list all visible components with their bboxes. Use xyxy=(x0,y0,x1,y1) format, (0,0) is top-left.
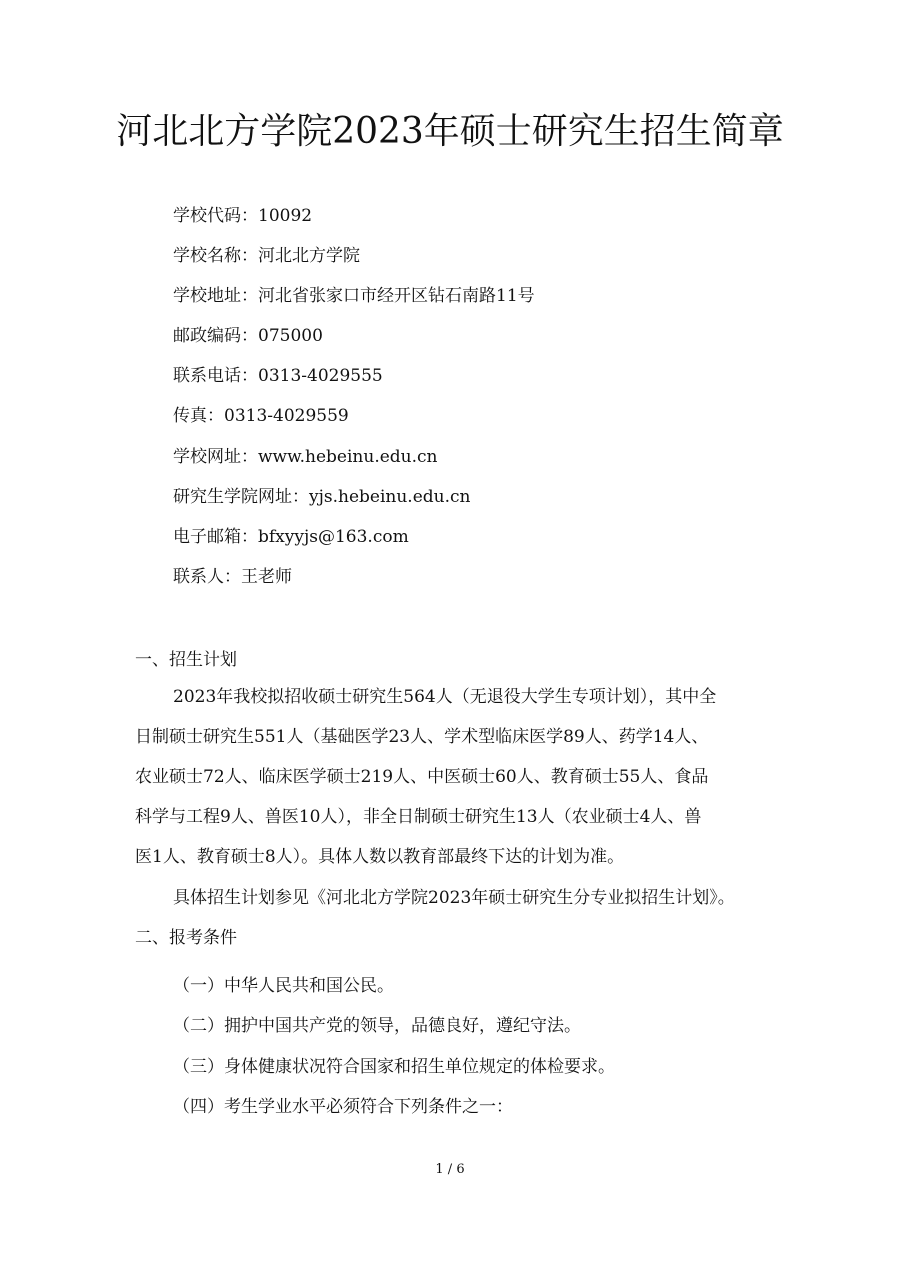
info-fax: 传真：0313-4029559 xyxy=(173,406,349,427)
info-website: 学校网址：www.hebeinu.edu.cn xyxy=(173,446,438,467)
school-info-list xyxy=(173,196,535,597)
info-school-name: 学校名称：河北北方学院 xyxy=(173,246,360,267)
info-school-address: 学校地址：河北省张家口市经开区钻石南路11号 xyxy=(173,286,535,307)
info-contact: 联系人：王老师 xyxy=(173,566,292,587)
enrollment-plan-reference-paragraph xyxy=(135,878,775,918)
info-phone: 联系电话：0313-4029555 xyxy=(173,366,383,387)
condition-item: （二）拥护中国共产党的领导，品德良好，遵纪守法。 xyxy=(173,1016,581,1037)
enrollment-plan-paragraph xyxy=(135,677,775,877)
page-number: 1 / 6 xyxy=(435,1162,465,1177)
paragraph-line: 医1人、教育硕士8人）。具体人数以教育部最终下达的计划为准。 xyxy=(135,847,625,867)
document-title: 河北北方学院2023年硕士研究生招生简章 xyxy=(116,111,784,152)
paragraph-line: 科学与工程9人、兽医10人），非全日制硕士研究生13人（农业硕士4人、兽 xyxy=(135,807,702,827)
paragraph-line: 具体招生计划参见《河北北方学院2023年硕士研究生分专业拟招生计划》。 xyxy=(173,888,735,908)
condition-item: （三）身体健康状况符合国家和招生单位规定的体检要求。 xyxy=(173,1056,615,1077)
section-heading-eligibility: 二、报考条件 xyxy=(135,928,237,948)
eligibility-conditions-list xyxy=(173,966,615,1127)
section-heading-enrollment-plan: 一、招生计划 xyxy=(135,650,237,670)
info-graduate-website: 研究生学院网址：yjs.hebeinu.edu.cn xyxy=(173,486,471,507)
info-email: 电子邮箱：bfxyyjs@163.com xyxy=(173,526,409,547)
info-school-code: 学校代码：10092 xyxy=(173,206,313,226)
paragraph-line: 日制硕士研究生551人（基础医学23人、学术型临床医学89人、药学14人、 xyxy=(135,727,709,747)
paragraph-line: 2023年我校拟招收硕士研究生564人（无退役大学生专项计划），其中全 xyxy=(173,687,717,707)
condition-item: （一）中华人民共和国公民。 xyxy=(173,976,394,996)
paragraph-line: 农业硕士72人、临床医学硕士219人、中医硕士60人、教育硕士55人、食品 xyxy=(135,767,709,787)
info-postal-code: 邮政编码：075000 xyxy=(173,326,323,347)
condition-item: （四）考生学业水平必须符合下列条件之一： xyxy=(173,1096,513,1117)
